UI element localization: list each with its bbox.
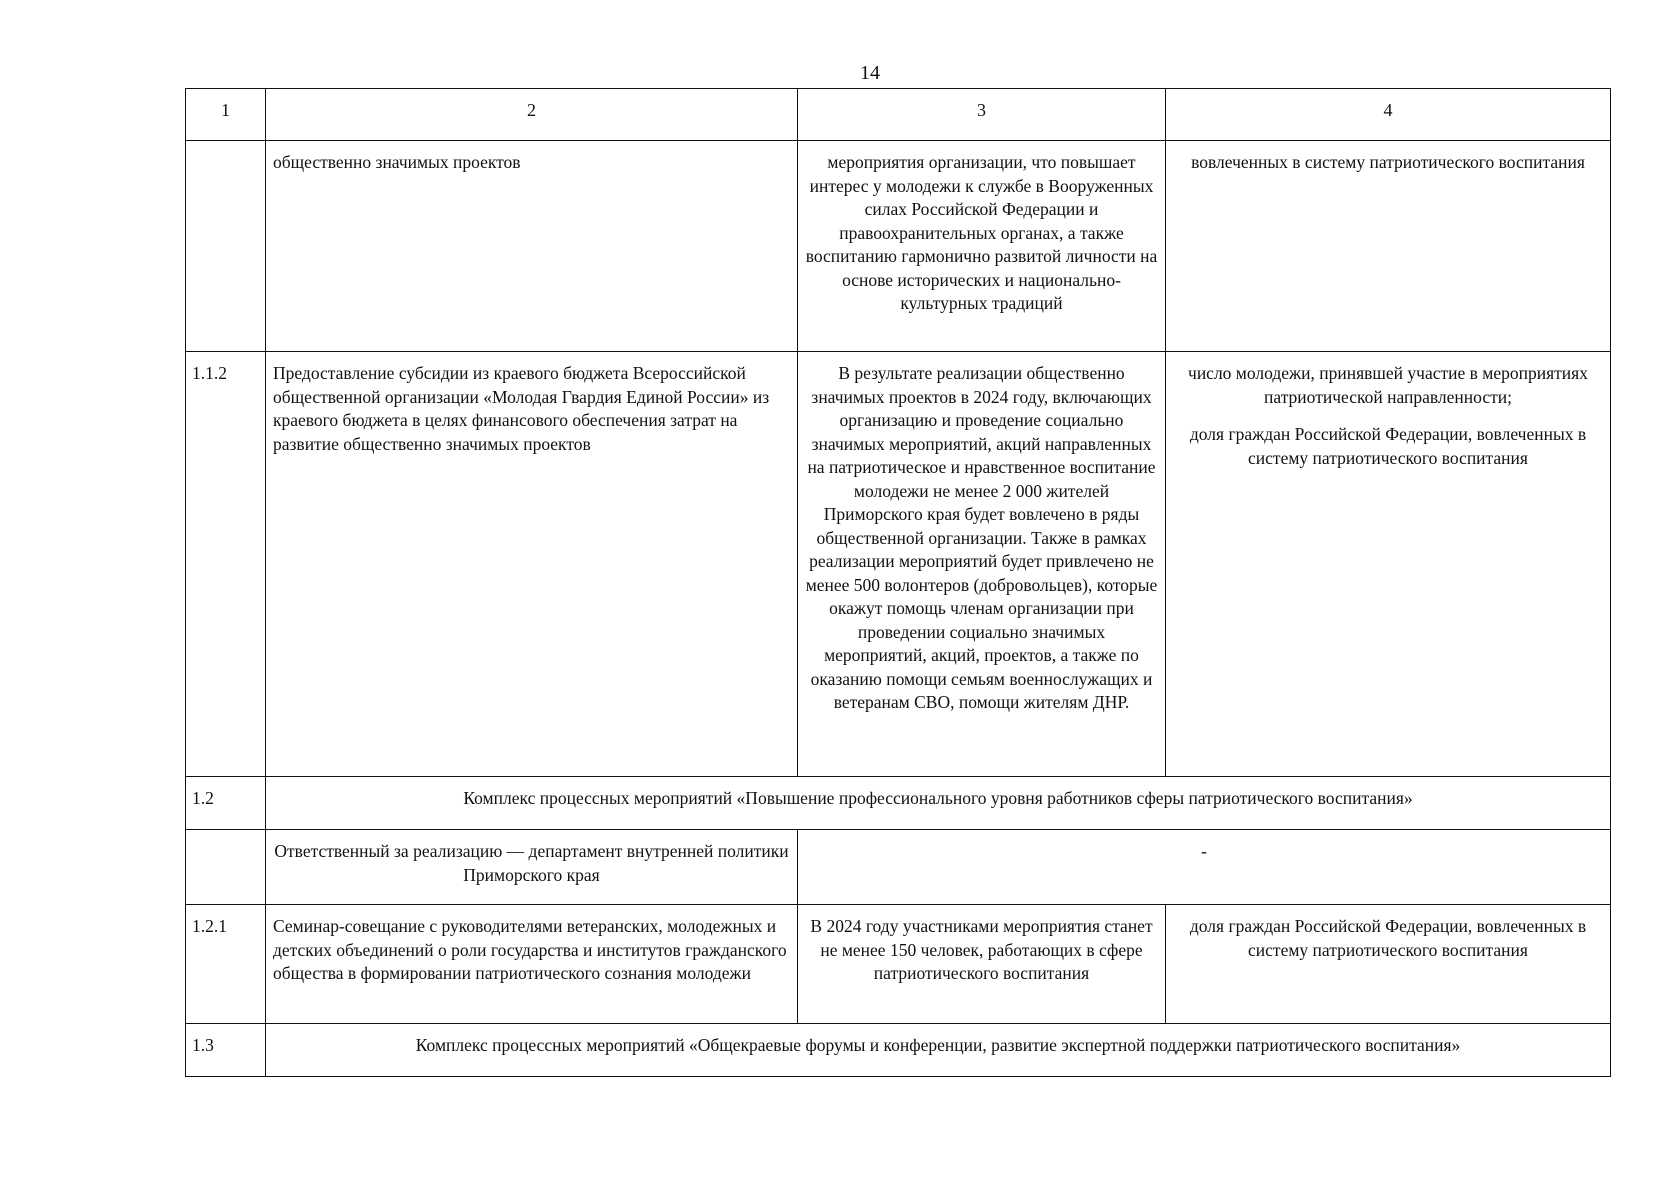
table-row: [186, 905, 1611, 1024]
table-row: [186, 141, 1611, 352]
result-cell: В результате реализации общественно значимых проектов в 2024 году, включающих организацию и проведение социально значимых мероприятий, акций направленных на патриотическое и нравственное воспитание молодежи не менее 2 000 жителей Приморского края будет вовлечено в ряды общественной организации. Также в рамках реализации мероприятий будет привлечено не менее 500 волонтеров (добровольцев), которые окажут помощь членам организации при проведении социально значимых мероприятий, акций, проектов, а также по оказанию помощи семьям военнослужащих и ветеранам СВО, помощи жителям ДНР.: [798, 352, 1166, 777]
task-cell: Семинар-совещание с руководителями ветеранских, молодежных и детских объединений о роли государства и институтов гражданского общества в формировании патриотического сознания молодежи: [266, 905, 798, 1024]
responsible-text: Ответственный за реализацию — департамент внутренней политики Приморского края: [266, 830, 798, 905]
measures-table: [185, 88, 1611, 1077]
result-cell: мероприятия организации, что повышает интерес у молодежи к службе в Вооруженных силах Российской Федерации и правоохранительных органах, а также воспитанию гармонично развитой личности на основе исторических и национально-культурных традиций: [798, 141, 1166, 352]
row-number: 1.2.1: [186, 905, 266, 1024]
empty-number-cell: [186, 830, 266, 905]
section-row: [186, 1024, 1611, 1077]
task-cell: общественно значимых проектов: [266, 141, 798, 352]
section-row: [186, 777, 1611, 830]
responsible-row: [186, 830, 1611, 905]
indicator-text: число молодежи, принявшей участие в мероприятиях патриотической направленности;: [1188, 363, 1588, 407]
paragraph-gap: [1173, 409, 1603, 423]
section-title: Комплекс процессных мероприятий «Общекраевые форумы и конференции, развитие экспертной поддержки патриотического воспитания»: [266, 1024, 1611, 1077]
row-number: 1.2: [186, 777, 266, 830]
page-number: 14: [860, 62, 880, 84]
indicator-cell: доля граждан Российской Федерации, вовлеченных в систему патриотического воспитания: [1166, 905, 1611, 1024]
header-col-2: 2: [266, 89, 798, 141]
table-header-row: [186, 89, 1611, 141]
header-col-1: 1: [186, 89, 266, 141]
indicator-text: доля граждан Российской Федерации, вовлеченных в систему патриотического воспитания: [1189, 424, 1587, 468]
header-col-3: 3: [798, 89, 1166, 141]
table-row: [186, 352, 1611, 777]
indicator-cell: [1166, 352, 1611, 777]
header-col-4: 4: [1166, 89, 1611, 141]
result-cell: В 2024 году участниками мероприятия станет не менее 150 человек, работающих в сфере патриотического воспитания: [798, 905, 1166, 1024]
row-number: 1.3: [186, 1024, 266, 1077]
row-number: 1.1.2: [186, 352, 266, 777]
row-number: [186, 141, 266, 352]
indicator-cell: вовлеченных в систему патриотического воспитания: [1166, 141, 1611, 352]
responsible-value: -: [798, 830, 1611, 905]
task-cell: Предоставление субсидии из краевого бюджета Всероссийской общественной организации «Молодая Гвардия Единой России» из краевого бюджета в целях финансового обеспечения затрат на развитие общественно значимых проектов: [266, 352, 798, 777]
section-title: Комплекс процессных мероприятий «Повышение профессионального уровня работников сферы патриотического воспитания»: [266, 777, 1611, 830]
